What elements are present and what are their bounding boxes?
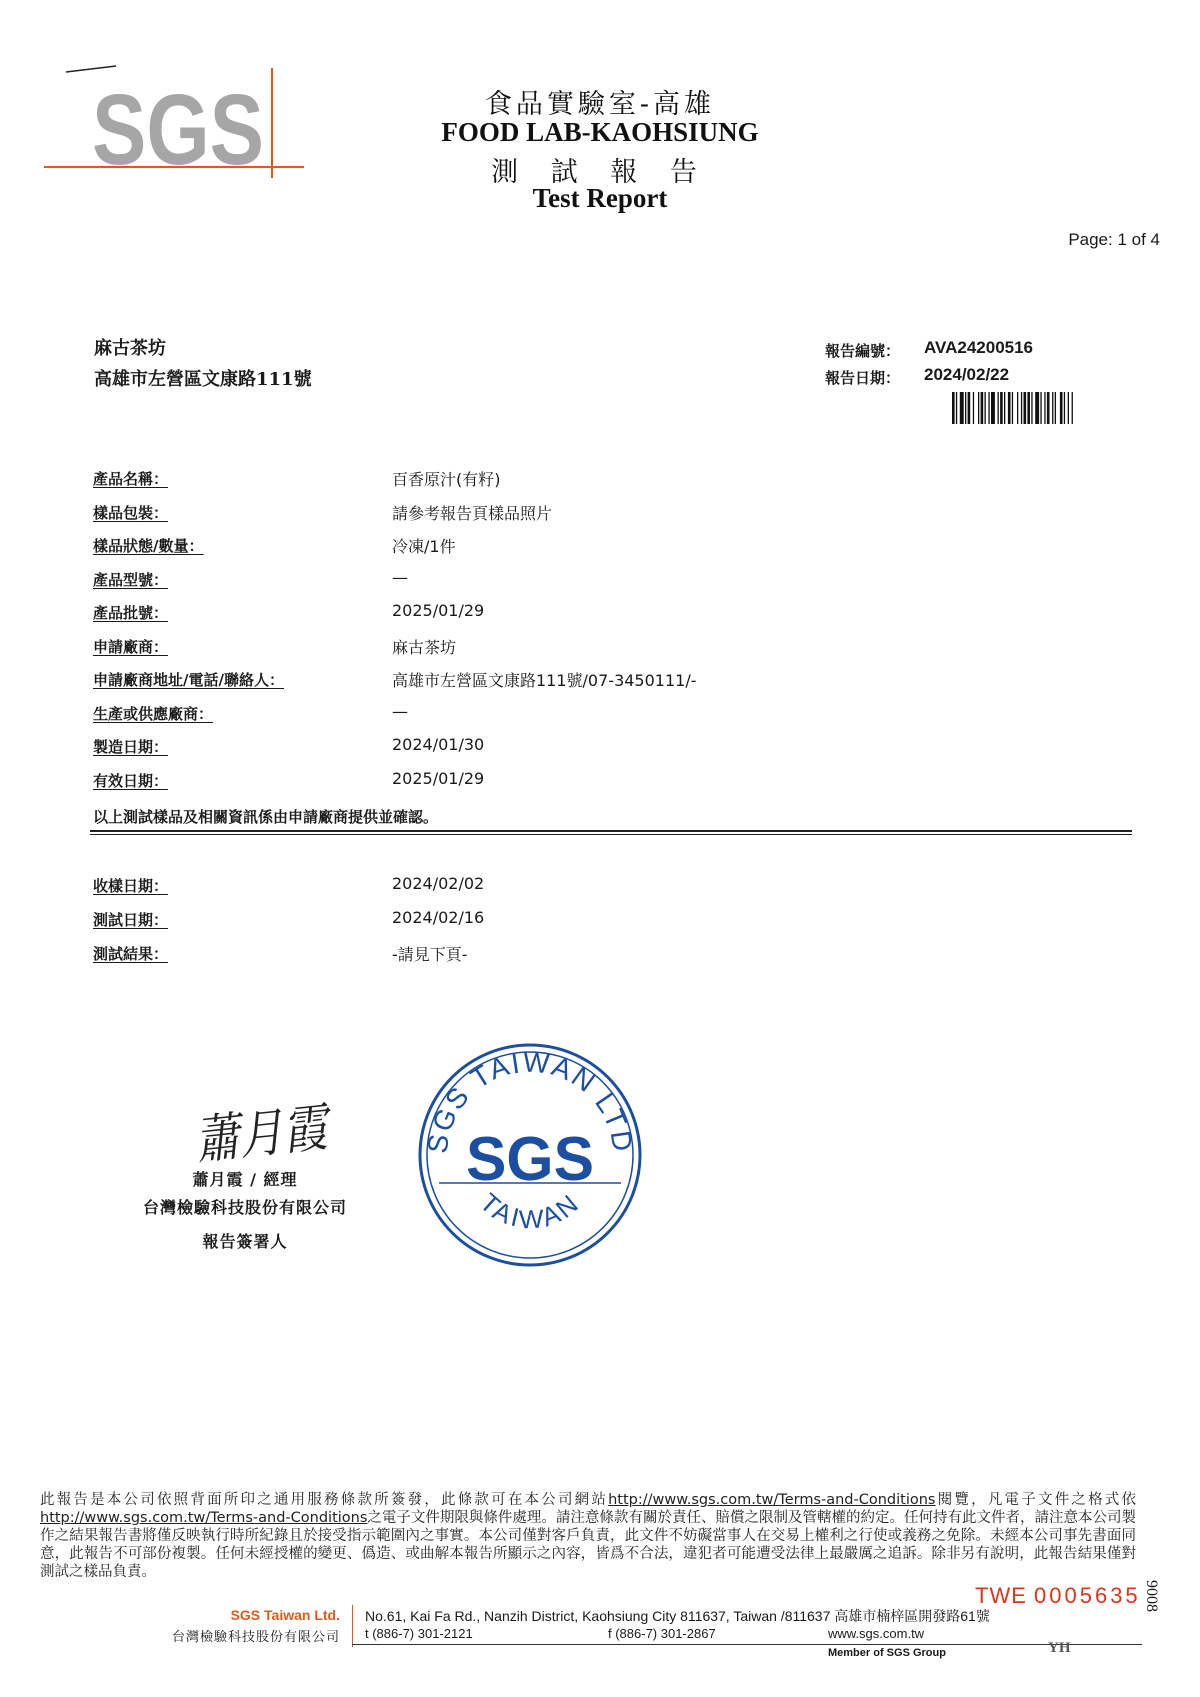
field-value: 麻古茶坊 bbox=[392, 637, 457, 657]
svg-text:蕭月霞: 蕭月霞 bbox=[192, 1095, 354, 1172]
field-label: 申請廠商： bbox=[93, 637, 169, 656]
serial-digits: 0005635 bbox=[1034, 1583, 1141, 1608]
field-value: — bbox=[392, 701, 408, 721]
lab-title-zh: 食品實驗室-高雄 bbox=[484, 89, 716, 120]
side-code: 9008 bbox=[1143, 1580, 1160, 1612]
field-value: 高雄市左營區文康路111號/07-3450111/- bbox=[392, 671, 697, 690]
footer-divider bbox=[352, 1605, 353, 1647]
footer-brand-zh: 台灣檢驗科技股份有限公司 bbox=[171, 1630, 340, 1645]
field-value: 冷凍/1件 bbox=[392, 537, 456, 556]
lab-title-en: FOOD LAB-KAOHSIUNG bbox=[441, 117, 759, 147]
signer-name: 蕭月霞 / 經理 bbox=[192, 1170, 298, 1189]
field-value: -請見下頁- bbox=[392, 945, 468, 964]
report-title-zh: 測 試 報 告 bbox=[491, 157, 709, 188]
terms-text: 閱覽，凡電子文件之格式依 bbox=[935, 1492, 1137, 1508]
handwritten-signature bbox=[190, 1080, 354, 1172]
footer-phone: t (886-7) 301-2121 bbox=[365, 1626, 473, 1641]
divider bbox=[90, 830, 1132, 832]
field-label: 製造日期： bbox=[93, 738, 169, 756]
report-title-en: Test Report bbox=[532, 183, 668, 213]
field-value: 2025/01/29 bbox=[392, 768, 485, 788]
applicant-disclaimer: 以上測試樣品及相關資訊係由申請廠商提供並確認。 bbox=[93, 808, 439, 826]
divider bbox=[90, 834, 1132, 835]
serial-prefix: TWE bbox=[975, 1583, 1027, 1608]
handwritten-initials: YH bbox=[1048, 1640, 1071, 1656]
terms-and-conditions bbox=[40, 1491, 1136, 1581]
field-label: 有效日期： bbox=[93, 771, 169, 790]
field-value: — bbox=[392, 567, 408, 587]
field-value: 2024/02/16 bbox=[392, 908, 485, 927]
terms-link[interactable]: http://www.sgs.com.tw/Terms-and-Conditions bbox=[40, 1510, 368, 1526]
report-date-label: 報告日期： bbox=[825, 369, 901, 387]
field-value: 2024/01/30 bbox=[392, 735, 485, 754]
report-number-label: 報告編號： bbox=[825, 342, 901, 360]
field-value: 2025/01/29 bbox=[392, 601, 485, 620]
signer-role: 報告簽署人 bbox=[202, 1232, 288, 1251]
field-value: 2024/02/02 bbox=[392, 874, 485, 893]
footer-brand-en: SGS Taiwan Ltd. bbox=[230, 1607, 340, 1623]
sgs-taiwan-seal bbox=[415, 1040, 645, 1270]
svg-text:SGS TAIWAN LTD: SGS TAIWAN LTD bbox=[421, 1046, 639, 1156]
footer-member: Member of SGS Group bbox=[828, 1647, 946, 1659]
field-label: 產品名稱： bbox=[93, 470, 169, 488]
terms-text: 之電子文件期限與條件處理。請注意條款有關於責任、賠償之限制及管轄權的約定。任何持有此文件者，請注意本公司製作之結果報告書將僅反映執行時所紀錄且於接受指示範圍內之事實。本公司僅對客戶負責，此文件不妨礙當事人在交易上權利之行使或義務之免除。未經本公司事先書面同意，此報告不可部份複製。任何未經授權的變更、僞造、或曲解本報告所顯示之內容，皆爲不合法，違犯者可能遭受法律上最嚴厲之追訴。除非另有說明，此報告結果僅對測試之樣品負責。 bbox=[40, 1510, 1136, 1580]
field-label: 樣品包裝： bbox=[93, 503, 169, 522]
report-number: AVA24200516 bbox=[924, 338, 1034, 357]
field-label: 收樣日期： bbox=[93, 877, 169, 895]
addressee-name: 麻古茶坊 bbox=[94, 338, 166, 359]
svg-text:SGS: SGS bbox=[92, 74, 264, 186]
signer-company: 台灣檢驗科技股份有限公司 bbox=[142, 1198, 347, 1217]
barcode bbox=[952, 392, 1120, 424]
field-label: 申請廠商地址/電話/聯絡人： bbox=[93, 671, 284, 689]
field-label: 樣品狀態/數量： bbox=[93, 537, 204, 555]
report-date: 2024/02/22 bbox=[924, 365, 1010, 384]
field-value: 百香原汁(有籽) bbox=[392, 470, 501, 489]
serial-number bbox=[975, 1583, 1141, 1609]
terms-text: 此報告是本公司依照背面所印之通用服務條款所簽發，此條款可在本公司網站 bbox=[40, 1492, 609, 1508]
footer-fax: f (886-7) 301-2867 bbox=[608, 1626, 716, 1641]
field-label: 產品批號： bbox=[93, 604, 169, 622]
field-label: 測試日期： bbox=[93, 911, 169, 929]
footer-rule bbox=[352, 1644, 1142, 1645]
page-number: Page: 1 of 4 bbox=[1068, 230, 1160, 249]
field-label: 測試結果： bbox=[93, 945, 169, 963]
footer-address: No.61, Kai Fa Rd., Nanzih District, Kaohsiung City 811637, Taiwan /811637 高雄市楠梓區開發路61號 bbox=[365, 1608, 990, 1624]
svg-text:SGS: SGS bbox=[466, 1125, 594, 1194]
terms-link[interactable]: http://www.sgs.com.tw/Terms-and-Conditions bbox=[608, 1492, 936, 1508]
field-label: 生產或供應廠商： bbox=[93, 704, 214, 723]
addressee-address: 高雄市左營區文康路111號 bbox=[94, 369, 312, 390]
svg-text:TAIWAN: TAIWAN bbox=[474, 1186, 586, 1235]
field-value: 請參考報告頁樣品照片 bbox=[392, 503, 553, 523]
footer-website[interactable]: www.sgs.com.tw bbox=[828, 1626, 925, 1641]
field-label: 產品型號： bbox=[93, 570, 169, 589]
